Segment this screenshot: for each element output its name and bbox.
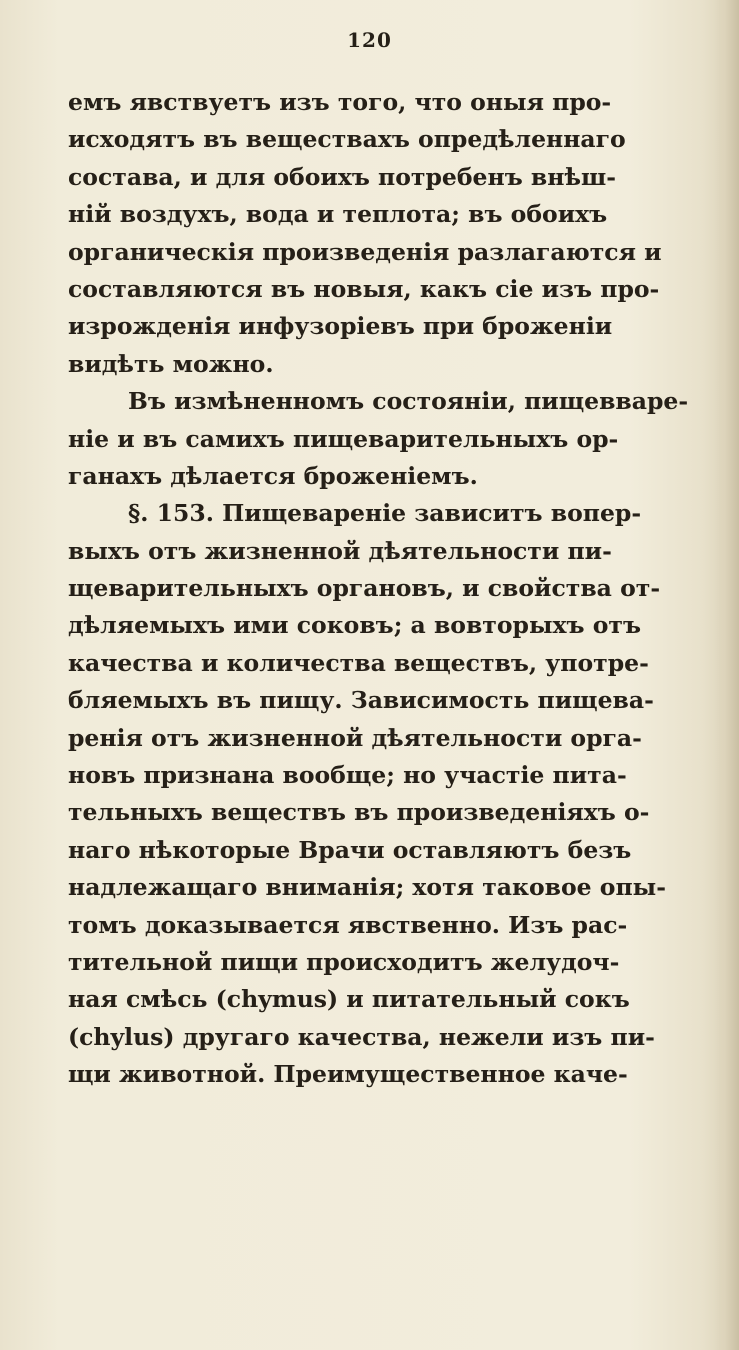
text-line: органическія произведенія разлагаются и: [68, 237, 662, 266]
page-edge: [715, 0, 739, 1350]
page-number: 120: [347, 28, 392, 52]
text-line: ніе и въ самихъ пищеварительныхъ ор-: [68, 424, 619, 453]
text-line: бляемыхъ въ пищу. Зависимость пищева-: [68, 686, 654, 715]
text-line: надлежащаго вниманія; хотя таковое опы-: [68, 873, 666, 902]
text-line: (chylus) другаго качества, нежели изъ пи-: [68, 1022, 655, 1051]
text-line: ганахъ дѣлается броженіемъ.: [68, 461, 478, 490]
text-line: дѣляемыхъ ими соковъ; а вовторыхъ отъ: [68, 611, 641, 640]
text-line: качества и количества веществъ, употре-: [68, 648, 649, 677]
text-line: тельныхъ веществъ въ произведеніяхъ о-: [68, 798, 650, 827]
text-line: ренія отъ жизненной дѣятельности орга-: [68, 723, 642, 752]
text-line: состава, и для обоихъ потребенъ внѣш-: [68, 162, 616, 191]
text-line: наго нѣкоторые Врачи оставляютъ безъ: [68, 835, 632, 864]
text-line: емъ явствуетъ изъ того, что оныя про-: [68, 88, 612, 116]
text-line: ная смѣсь (chymus) и питательный сокъ: [68, 985, 630, 1014]
text-line: тительной пищи происходитъ желудоч-: [68, 947, 620, 976]
text-line: новъ признана вообще; но участіе пита-: [68, 761, 627, 790]
text-line: составляются въ новыя, какъ сіе изъ про-: [68, 274, 660, 303]
body-text: [68, 84, 698, 1094]
section-start-line: §. 153. Пищевареніе зависитъ вопер-: [128, 499, 642, 528]
text-line: щи животной. Преимущественное каче-: [68, 1060, 628, 1089]
text-line: выхъ отъ жизненной дѣятельности пи-: [68, 536, 612, 565]
text-line: ній воздухъ, вода и теплота; въ обоихъ: [68, 200, 608, 229]
text-line: изрожденія инфузоріевъ при броженіи: [68, 312, 613, 341]
text-line: щеварительныхъ органовъ, и свойства от-: [68, 574, 661, 603]
paragraph-start-line: Въ измѣненномъ состояніи, пищевваре-: [128, 387, 689, 416]
text-line: томъ доказывается явственно. Изъ рас-: [68, 910, 628, 939]
text-line: исходятъ въ веществахъ опредѣленнаго: [68, 125, 626, 154]
text-line: видѣть можно.: [68, 349, 274, 378]
